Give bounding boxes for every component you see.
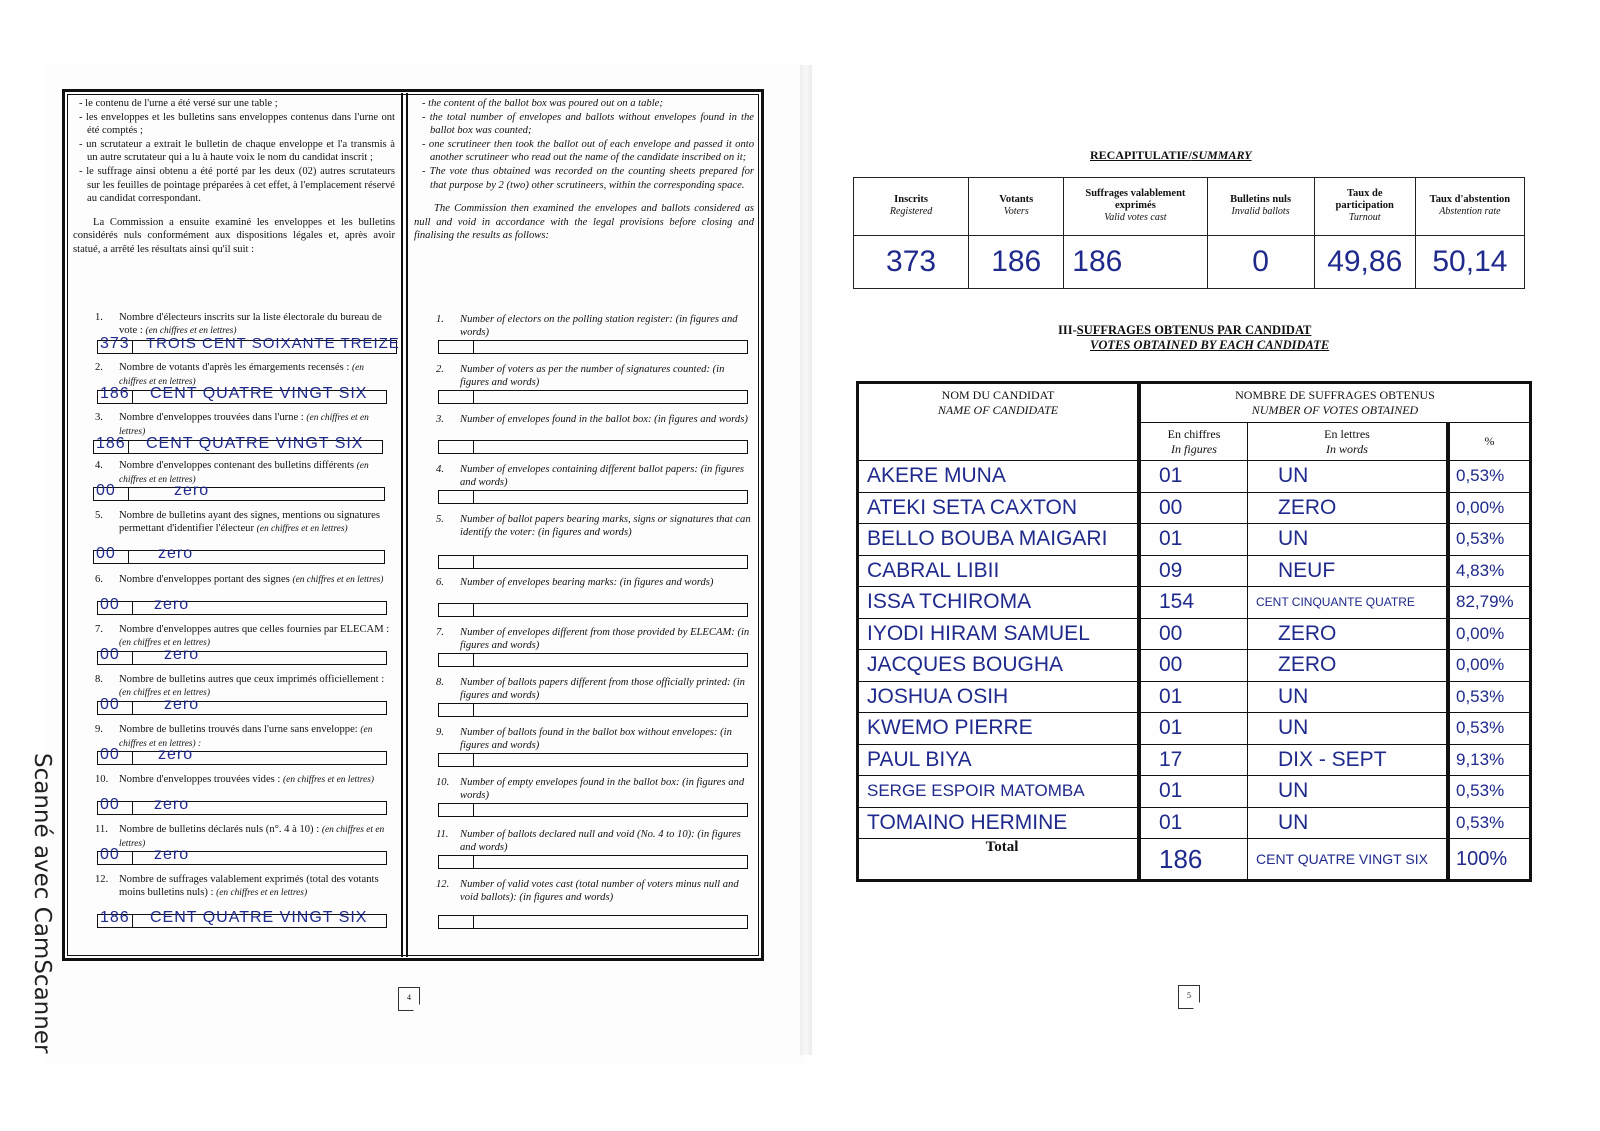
french-bullets xyxy=(67,93,401,206)
header-fr: En chiffres xyxy=(1167,426,1221,441)
form-item-en-11 xyxy=(408,828,760,854)
summary-title-en: SUMMARY xyxy=(1191,148,1252,162)
item-answer-box[interactable] xyxy=(438,603,748,617)
item-answer-box[interactable] xyxy=(438,703,748,717)
name-column-header xyxy=(858,383,1140,461)
english-paragraph: The Commission then examined the envelopes and ballots considered as null and void in accordance with the legal provisions before closing and finalising the results as follows: xyxy=(414,203,754,242)
item-number: 5. xyxy=(436,514,444,525)
item-number: 5. xyxy=(95,510,103,521)
item-answer-box[interactable] xyxy=(97,846,387,865)
votes-words[interactable]: ZERO xyxy=(1248,650,1449,682)
item-hint: (en chiffres et en lettres) xyxy=(283,775,374,785)
item-label: Nombre d'enveloppes autres que celles fournies par ELECAM : xyxy=(119,624,390,635)
figure-value: 00 xyxy=(96,545,116,562)
summary-header-row xyxy=(854,178,1525,236)
item-number: 11. xyxy=(436,829,449,840)
header-en: Invalid ballots xyxy=(1231,206,1290,218)
item-label: Nombre de bulletins ayant des signes, mentions ou signatures permettant d'identifier l'électeur xyxy=(119,510,380,534)
figure-value: 186 xyxy=(100,385,130,402)
candidate-row xyxy=(858,618,1531,650)
form-item-en-2 xyxy=(408,363,760,389)
summary-header xyxy=(1064,178,1207,236)
french-paragraph: La Commission a ensuite examiné les enveloppes et les bulletins considérés nuls conformément aux dispositions légales et, après avoir statué, a arrêté les résultats ainsi qu'il suit : xyxy=(73,216,395,255)
words-value: zero xyxy=(154,796,190,813)
item-answer-box[interactable] xyxy=(438,855,748,869)
item-answer-box[interactable] xyxy=(97,696,387,715)
figure-value: 00 xyxy=(100,646,120,663)
votes-figures[interactable]: 01 xyxy=(1139,461,1248,493)
candidate-name: SERGE ESPOIR MATOMBA xyxy=(858,776,1140,808)
item-label: Nombre d'électeurs inscrits sur la liste électorale du bureau de vote : xyxy=(119,312,382,336)
item-number: 7. xyxy=(436,627,444,638)
votes-percent[interactable]: 82,79% xyxy=(1448,587,1531,619)
words-value: TROIS CENT SOIXANTE TREIZE xyxy=(146,335,400,352)
votes-figures[interactable]: 00 xyxy=(1139,618,1248,650)
item-label: Number of ballots declared null and void (No. 4 to 10): (in figures and words) xyxy=(460,829,741,853)
candidate-row xyxy=(858,524,1531,556)
item-label: Number of envelopes found in the ballot box: (in figures and words) xyxy=(460,414,748,425)
item-label: Nombre de bulletins déclarés nuls (n°. 4 à 10) : xyxy=(119,824,320,835)
item-answer-box[interactable] xyxy=(93,545,385,564)
figure-value: 00 xyxy=(100,746,120,763)
votes-figures[interactable]: 01 xyxy=(1139,713,1248,745)
form-item-4 xyxy=(67,459,401,499)
form-item-en-3 xyxy=(408,413,760,426)
votes-words[interactable]: UN xyxy=(1248,776,1449,808)
votes-figures[interactable]: 01 xyxy=(1139,524,1248,556)
figures-column-header xyxy=(1139,423,1248,461)
item-hint: (en chiffres et en lettres) xyxy=(119,638,210,648)
words-value: CENT QUATRE VINGT SIX xyxy=(146,435,364,452)
total-row xyxy=(858,839,1531,881)
candidate-row xyxy=(858,461,1531,493)
candidate-name: JACQUES BOUGHA xyxy=(858,650,1140,682)
total-percent[interactable]: 100% xyxy=(1448,839,1531,881)
item-number: 9. xyxy=(95,724,103,735)
candidate-name: KWEMO PIERRE xyxy=(858,713,1140,745)
votes-percent[interactable]: 4,83% xyxy=(1448,555,1531,587)
item-label: Number of valid votes cast (total number of voters minus null and void ballots): (in figures and words) xyxy=(460,879,739,903)
bullet: - one scrutineer then took the ballot out of each envelope and passed it onto another scrutineer who read out the name of the candidate inscribed on it; xyxy=(422,138,754,164)
votes-words[interactable]: DIX - SEPT xyxy=(1248,744,1449,776)
header-en: In words xyxy=(1326,441,1368,456)
item-label: Nombre de bulletins autres que ceux imprimés officiellement : xyxy=(119,674,385,685)
candidate-row xyxy=(858,650,1531,682)
header-en: NUMBER OF VOTES OBTAINED xyxy=(1251,403,1419,417)
item-answer-box[interactable] xyxy=(438,340,748,354)
item-label: Nombre de bulletins trouvés dans l'urne sans enveloppe: xyxy=(119,724,358,735)
candidate-name: AKERE MUNA xyxy=(858,461,1140,493)
figure-value: 00 xyxy=(100,596,120,613)
votes-words[interactable]: UN xyxy=(1248,681,1449,713)
header-fr: NOM DU CANDIDAT xyxy=(941,388,1055,402)
invalid-ballots-value[interactable]: 0 xyxy=(1207,235,1314,288)
votes-words[interactable]: NEUF xyxy=(1248,555,1449,587)
header-en: Valid votes cast xyxy=(1104,212,1167,224)
item-hint: (en chiffres et en lettres) xyxy=(119,413,369,437)
candidate-name: IYODI HIRAM SAMUEL xyxy=(858,618,1140,650)
item-hint: (en chiffres et en lettres) xyxy=(119,363,364,387)
form-item-3 xyxy=(67,411,401,452)
candidate-row xyxy=(858,681,1531,713)
total-figures[interactable]: 186 xyxy=(1139,839,1248,881)
item-number: 7. xyxy=(95,624,103,635)
votes-words[interactable]: UN xyxy=(1248,461,1449,493)
item-answer-box[interactable] xyxy=(438,555,748,569)
item-label: Number of envelopes bearing marks: (in figures and words) xyxy=(460,577,714,588)
words-value: zero xyxy=(164,696,200,713)
form-item-en-8 xyxy=(408,676,760,702)
item-answer-box[interactable] xyxy=(97,909,387,928)
words-value: zero xyxy=(174,482,210,499)
votes-percent[interactable]: 0,53% xyxy=(1448,681,1531,713)
figure-value: 00 xyxy=(100,696,120,713)
item-number: 8. xyxy=(95,674,103,685)
form-item-en-6 xyxy=(408,576,760,589)
item-label: Nombre de suffrages valablement exprimés (total des votants moins bulletins nuls) : xyxy=(119,874,379,898)
item-answer-box[interactable] xyxy=(93,435,383,454)
votes-figures[interactable]: 00 xyxy=(1139,650,1248,682)
candidates-section-title xyxy=(1058,323,1329,353)
english-column xyxy=(406,93,760,957)
votes-percent[interactable]: 0,00% xyxy=(1448,492,1531,524)
form-item-12 xyxy=(67,873,401,926)
form-item-8 xyxy=(67,673,401,713)
item-label: Number of empty envelopes found in the ballot box: (in figures and words) xyxy=(460,777,745,801)
form-item-1 xyxy=(67,311,401,352)
page-number-left: 4 xyxy=(398,987,420,1011)
votes-column-header xyxy=(1139,383,1531,423)
item-answer-box[interactable] xyxy=(438,390,748,404)
item-number: 3. xyxy=(95,412,103,423)
figure-value: 00 xyxy=(100,846,120,863)
summary-header xyxy=(1207,178,1314,236)
bullet: - The vote thus obtained was recorded on the counting sheets prepared for that purpose by 2 (two) other scrutineers, within the corresponding space. xyxy=(422,165,754,191)
summary-values-row xyxy=(854,235,1525,288)
summary-header xyxy=(1415,178,1524,236)
candidate-row xyxy=(858,744,1531,776)
candidate-name: JOSHUA OSIH xyxy=(858,681,1140,713)
votes-percent[interactable]: 0,53% xyxy=(1448,713,1531,745)
form-item-en-7 xyxy=(408,626,760,652)
figure-value: 373 xyxy=(100,335,130,352)
words-value: CENT QUATRE VINGT SIX xyxy=(150,909,368,926)
votes-percent[interactable]: 0,53% xyxy=(1448,524,1531,556)
votes-words[interactable]: UN xyxy=(1248,524,1449,556)
item-answer-box[interactable] xyxy=(438,490,748,504)
bullet: - the total number of envelopes and ballots without envelopes found in the ballot box was counted; xyxy=(422,111,754,137)
registered-value[interactable]: 373 xyxy=(854,235,969,288)
header-fr: NOMBRE DE SUFFRAGES OBTENUS xyxy=(1235,388,1435,402)
item-number: 6. xyxy=(436,577,444,588)
form-item-en-1 xyxy=(408,313,760,339)
words-value: zero xyxy=(154,846,190,863)
summary-header xyxy=(854,178,969,236)
candidate-name: BELLO BOUBA MAIGARI xyxy=(858,524,1140,556)
item-answer-box[interactable] xyxy=(438,803,748,817)
total-words[interactable]: CENT QUATRE VINGT SIX xyxy=(1248,839,1449,881)
page-number-right: 5 xyxy=(1178,985,1200,1009)
item-label: Number of envelopes containing different ballot papers: (in figures and words) xyxy=(460,464,745,488)
votes-figures[interactable]: 01 xyxy=(1139,776,1248,808)
item-hint: (en chiffres et en lettres) xyxy=(145,326,237,336)
votes-figures[interactable]: 01 xyxy=(1139,807,1248,839)
votes-percent[interactable]: 0,53% xyxy=(1448,461,1531,493)
bullet: - the content of the ballot box was poured out on a table; xyxy=(422,98,663,109)
votes-percent[interactable]: 0,53% xyxy=(1448,776,1531,808)
candidate-row xyxy=(858,776,1531,808)
words-value: zero xyxy=(158,545,194,562)
words-value: zero xyxy=(154,596,190,613)
words-value: zero xyxy=(158,746,194,763)
item-label: Number of electors on the polling station register: (in figures and words) xyxy=(460,314,738,338)
item-answer-box[interactable] xyxy=(97,385,387,404)
camscanner-watermark xyxy=(22,753,58,1080)
item-answer-box[interactable] xyxy=(438,440,748,454)
item-answer-box[interactable] xyxy=(97,646,387,665)
summary-header xyxy=(1314,178,1415,236)
item-answer-box[interactable] xyxy=(438,753,748,767)
item-answer-box[interactable] xyxy=(97,335,400,354)
item-label: Number of envelopes different from those provided by ELECAM: (in figures and words) xyxy=(460,627,750,651)
words-column-header xyxy=(1248,423,1449,461)
section-number: III- xyxy=(1058,323,1077,337)
candidates-table xyxy=(856,381,1532,882)
item-number: 4. xyxy=(436,464,444,475)
votes-words[interactable]: CENT CINQUANTE QUATRE xyxy=(1248,587,1449,619)
votes-figures[interactable]: 17 xyxy=(1139,744,1248,776)
votes-words[interactable]: ZERO xyxy=(1248,492,1449,524)
votes-words[interactable]: ZERO xyxy=(1248,618,1449,650)
item-label: Nombre de votants d'après les émargements recensés : xyxy=(119,362,350,373)
item-label: Number of ballots found in the ballot box without envelopes: (in figures and words) xyxy=(460,727,732,751)
header-fr: Taux de participation xyxy=(1335,188,1394,212)
item-label: Nombre d'enveloppes portant des signes xyxy=(119,574,290,585)
form-item-6 xyxy=(67,573,401,613)
candidate-row xyxy=(858,492,1531,524)
item-number: 6. xyxy=(95,574,103,585)
pct-column-header: % xyxy=(1448,423,1531,461)
votes-figures[interactable]: 00 xyxy=(1139,492,1248,524)
header-en: Voters xyxy=(1003,206,1029,218)
header-fr: Inscrits xyxy=(894,194,928,206)
abstention-value[interactable]: 50,14 xyxy=(1415,235,1524,288)
header-en: Abstention rate xyxy=(1439,206,1501,218)
french-column xyxy=(67,93,403,957)
candidate-name: PAUL BIYA xyxy=(858,744,1140,776)
item-number: 12. xyxy=(95,874,109,885)
bullet: - le contenu de l'urne a été versé sur une table ; xyxy=(79,98,278,109)
votes-percent[interactable]: 0,00% xyxy=(1448,618,1531,650)
item-hint: (en chiffres et en lettres) xyxy=(256,524,348,534)
votes-figures[interactable]: 01 xyxy=(1139,681,1248,713)
item-hint: (en chiffres et en lettres) : xyxy=(119,725,373,749)
candidate-row xyxy=(858,713,1531,745)
votes-figures[interactable]: 09 xyxy=(1139,555,1248,587)
section-title-fr: SUFFRAGES OBTENUS PAR CANDIDAT xyxy=(1076,323,1312,337)
votes-percent[interactable]: 0,00% xyxy=(1448,650,1531,682)
item-hint: (en chiffres et en lettres) xyxy=(292,575,384,585)
item-answer-box[interactable] xyxy=(97,596,387,615)
summary-title xyxy=(1090,148,1252,163)
header-fr: Bulletins nuls xyxy=(1230,194,1292,206)
item-number: 10. xyxy=(436,777,450,788)
item-number: 10. xyxy=(95,774,109,785)
header-fr: Suffrages valablement exprimés xyxy=(1085,188,1186,212)
item-number: 11. xyxy=(95,824,108,835)
candidate-row xyxy=(858,587,1531,619)
item-number: 9. xyxy=(436,727,444,738)
item-hint: (en chiffres et en lettres) xyxy=(119,825,385,849)
item-number: 3. xyxy=(436,414,444,425)
candidate-name: ISSA TCHIROMA xyxy=(858,587,1140,619)
candidate-name: TOMAINO HERMINE xyxy=(858,807,1140,839)
page-gutter xyxy=(800,65,812,1055)
form-item-2 xyxy=(67,361,401,402)
item-label: Nombre d'enveloppes trouvées vides : xyxy=(119,774,281,785)
header-en: NAME OF CANDIDATE xyxy=(937,403,1059,417)
header-fr: En lettres xyxy=(1324,426,1370,441)
item-number: 1. xyxy=(436,314,444,325)
header-en: In figures xyxy=(1171,441,1217,456)
form-item-en-4 xyxy=(408,463,760,489)
header-fr: Votants xyxy=(999,194,1034,206)
bullet: - un scrutateur a extrait le bulletin de chaque enveloppe et l'a transmis à un autre scrutateur qui a lu à haute voix le nom du candidat inscrit ; xyxy=(79,138,395,164)
total-label: Total xyxy=(858,839,1140,881)
item-answer-box[interactable] xyxy=(93,482,385,501)
form-item-en-9 xyxy=(408,726,760,752)
candidate-name: CABRAL LIBII xyxy=(858,555,1140,587)
item-hint: (en chiffres et en lettres) xyxy=(216,888,308,898)
form-item-7 xyxy=(67,623,401,663)
item-number: 1. xyxy=(95,312,103,323)
item-number: 12. xyxy=(436,879,450,890)
item-label: Number of voters as per the number of signatures counted: (in figures and words) xyxy=(460,364,725,388)
bullet: - le suffrage ainsi obtenu a été porté par les deux (02) autres scrutateurs sur les feuilles de pointage préparées à cet effet, à l'emplacement réservé au candidat correspondant. xyxy=(79,165,395,205)
summary-title-fr: RECAPITULATIF/ xyxy=(1090,148,1192,162)
form-item-5 xyxy=(67,509,401,562)
form-item-10 xyxy=(67,773,401,813)
form-item-9 xyxy=(67,723,401,763)
votes-figures[interactable]: 154 xyxy=(1139,587,1248,619)
item-label: Nombre d'enveloppes trouvées dans l'urne : xyxy=(119,412,304,423)
words-value: CENT QUATRE VINGT SIX xyxy=(150,385,368,402)
candidate-name: ATEKI SETA CAXTON xyxy=(858,492,1140,524)
item-answer-box[interactable] xyxy=(438,915,748,929)
section-title-en: VOTES OBTAINED BY EACH CANDIDATE xyxy=(1090,338,1330,352)
item-answer-box[interactable] xyxy=(97,796,387,815)
watermark-text: Scanné avec CamScanner xyxy=(29,753,55,1054)
votes-percent[interactable]: 9,13% xyxy=(1448,744,1531,776)
figure-value: 00 xyxy=(96,482,116,499)
item-label: Number of ballots papers different from those officially printed: (in figures and words) xyxy=(460,677,745,701)
summary-header xyxy=(969,178,1064,236)
item-number: 2. xyxy=(95,362,103,373)
item-label: Nombre d'enveloppes contenant des bulletins différents xyxy=(119,460,355,471)
words-value: zero xyxy=(164,646,200,663)
item-number: 2. xyxy=(436,364,444,375)
summary-table xyxy=(853,177,1525,289)
form-item-en-5 xyxy=(408,513,760,539)
candidate-row xyxy=(858,555,1531,587)
votes-words[interactable]: UN xyxy=(1248,713,1449,745)
english-bullets xyxy=(408,93,760,192)
item-hint: (en chiffres et en lettres) xyxy=(119,688,210,698)
item-number: 4. xyxy=(95,460,103,471)
figure-value: 186 xyxy=(100,909,130,926)
bullet: - les enveloppes et les bulletins sans enveloppes contenus dans l'urne ont été comptés ; xyxy=(79,111,395,137)
votes-words[interactable]: UN xyxy=(1248,807,1449,839)
candidates-header-row xyxy=(858,383,1531,423)
form-item-11 xyxy=(67,823,401,863)
form-item-en-12 xyxy=(408,878,760,904)
form-item-en-10 xyxy=(408,776,760,802)
header-en: Turnout xyxy=(1348,212,1381,224)
item-label: Number of ballot papers bearing marks, signs or signatures that can identify the voter: (in figures and words) xyxy=(460,514,751,538)
item-answer-box[interactable] xyxy=(438,653,748,667)
figure-value: 00 xyxy=(100,796,120,813)
item-answer-box[interactable] xyxy=(97,746,387,765)
votes-percent[interactable]: 0,53% xyxy=(1448,807,1531,839)
turnout-value[interactable]: 49,86 xyxy=(1314,235,1415,288)
header-en: Registered xyxy=(889,206,933,218)
valid-votes-value[interactable]: 186 xyxy=(1064,235,1207,288)
header-fr: Taux d'abstention xyxy=(1429,194,1511,206)
figure-value: 186 xyxy=(96,435,126,452)
item-hint: (en chiffres et en lettres) xyxy=(119,461,369,485)
candidate-row xyxy=(858,807,1531,839)
item-number: 8. xyxy=(436,677,444,688)
voters-value[interactable]: 186 xyxy=(969,235,1064,288)
